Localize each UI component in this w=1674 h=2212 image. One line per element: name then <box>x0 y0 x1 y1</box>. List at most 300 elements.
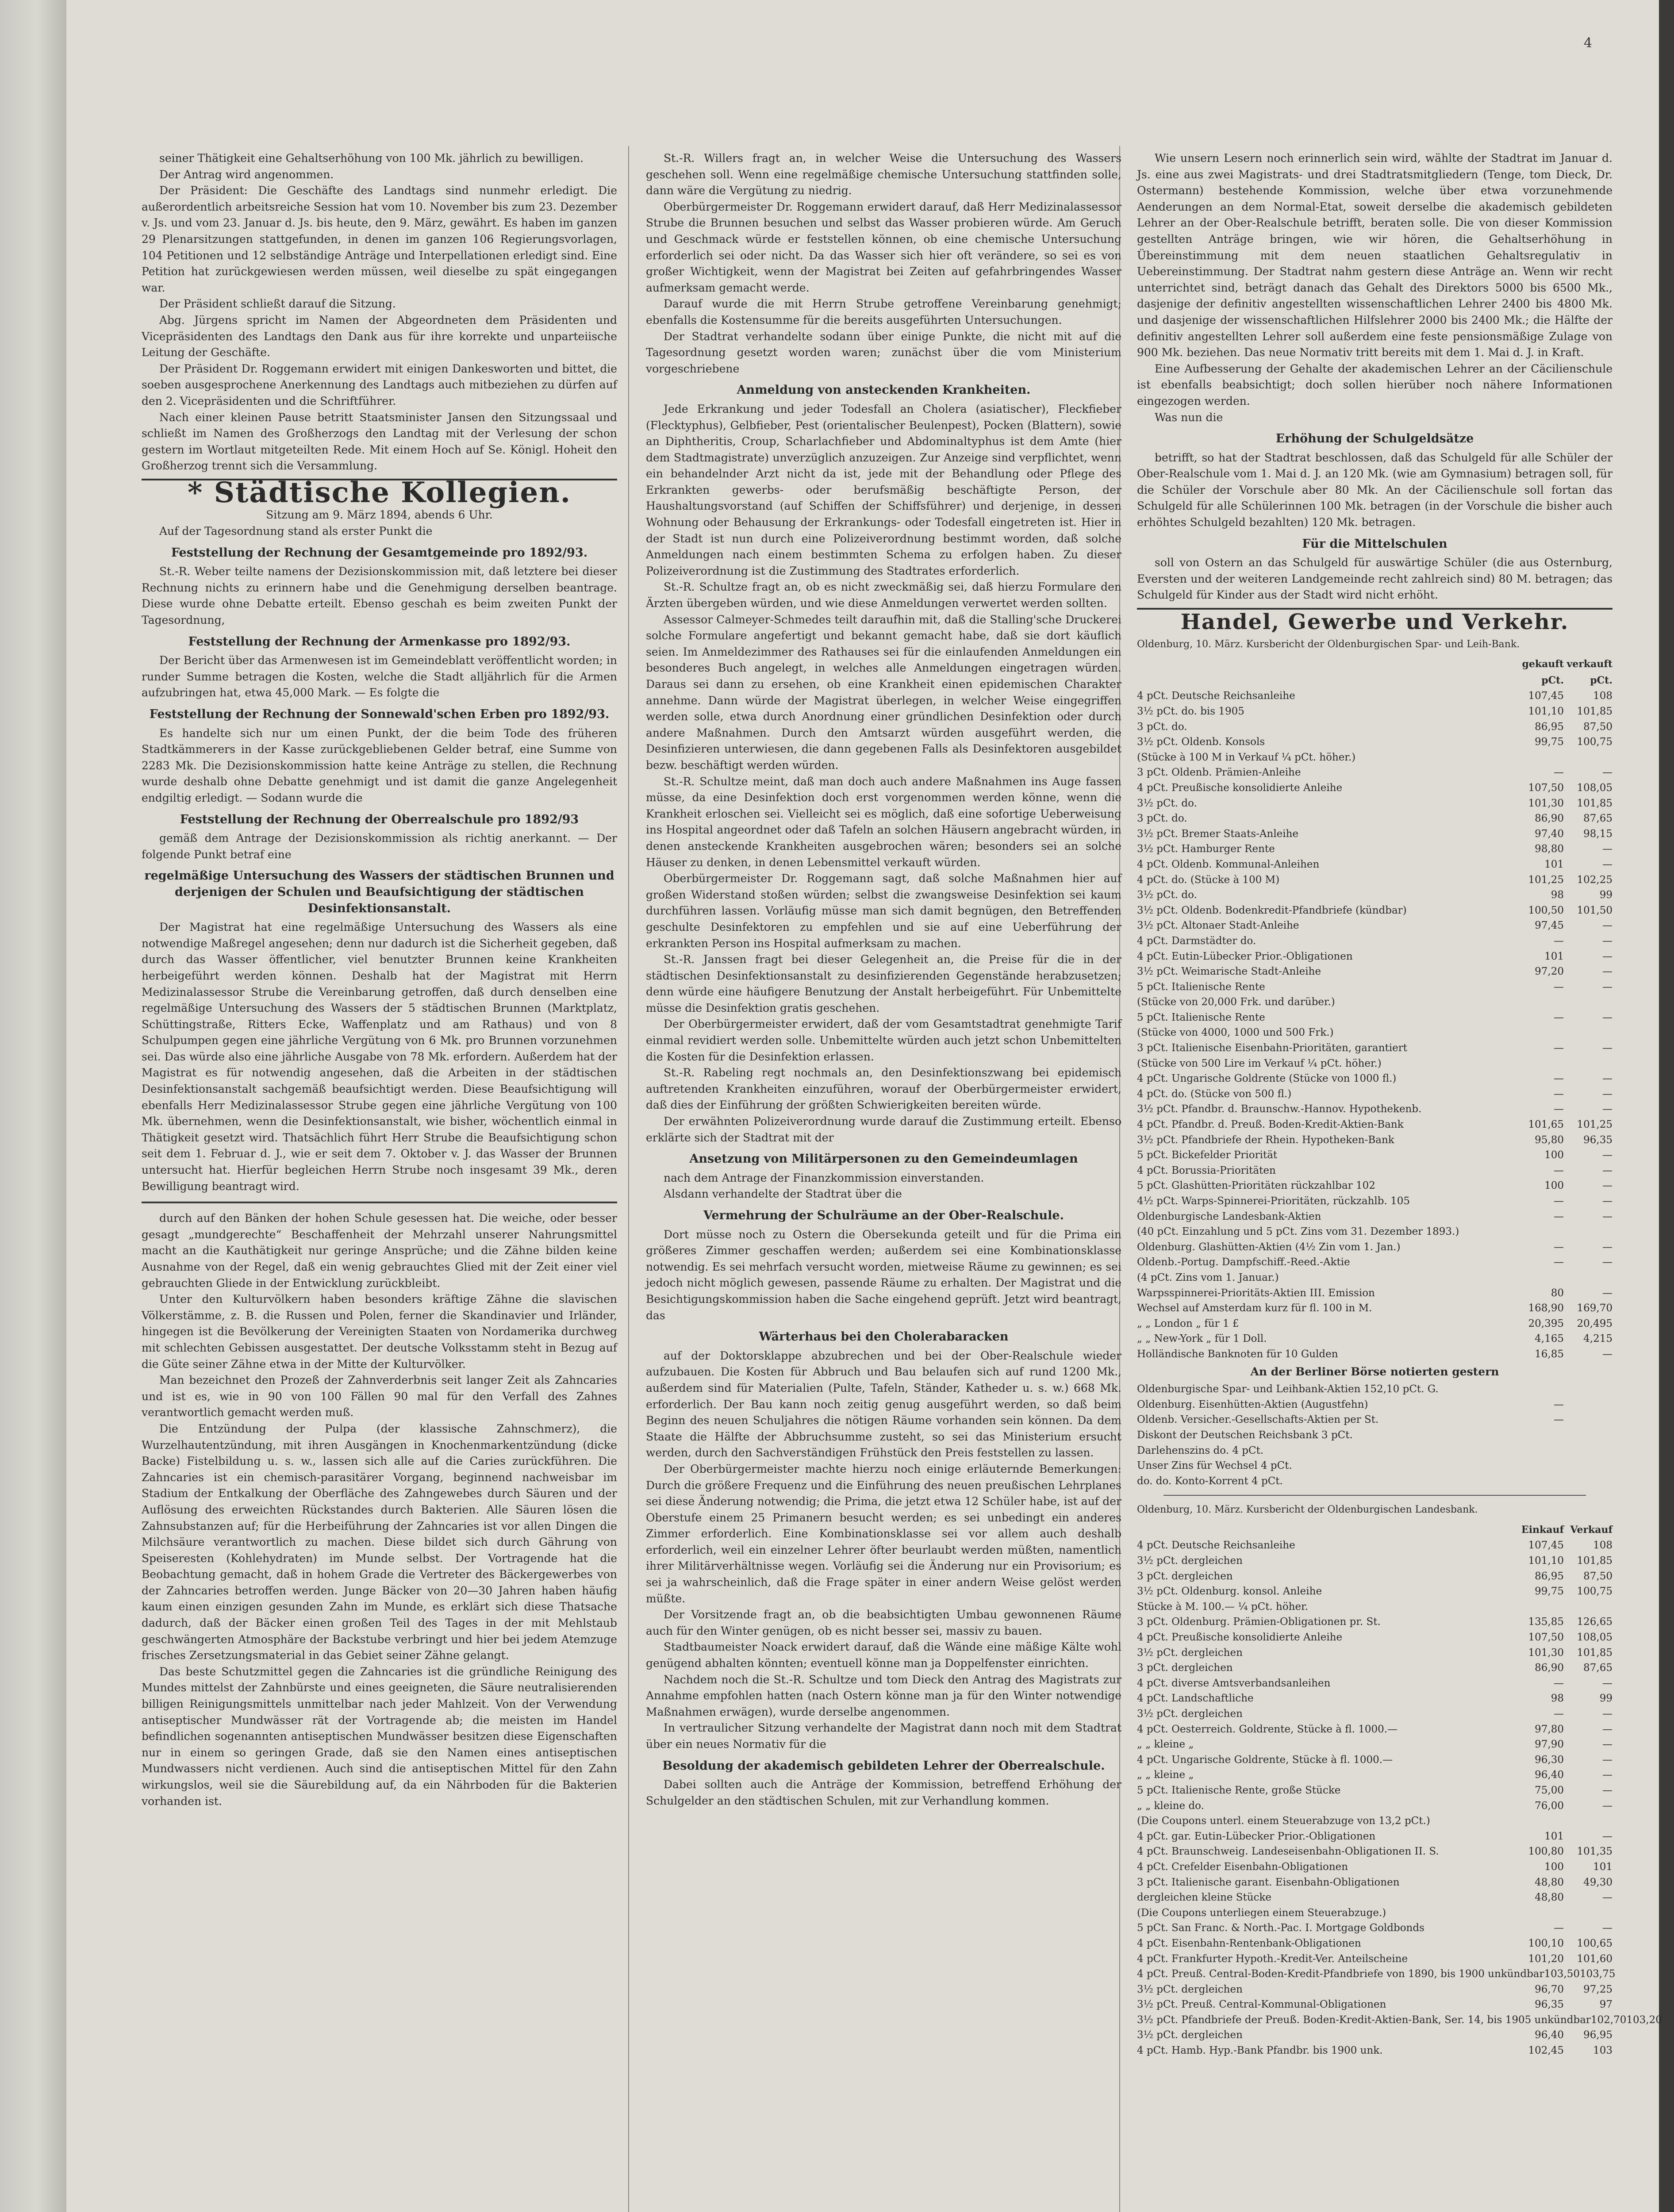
article-paragraph: Oberbürgermeister Dr. Roggemann erwidert darauf, daß Herr Medizinalassessor Strube die Brunnen besuchen und selbst das Wasser probieren würde. Am Geruch und Geschmack würde er feststellen können, ob eine chemische Untersuchung erforderlich sei oder nicht. Da das Wasser sich hier oft verändere, so sei es von großer Wichtigkeit, wenn der Magistrat bei Zeiten auf gefahrbringendes Wasser aufmerksam gemacht werde. <box>646 200 1121 294</box>
price-sell <box>1564 1443 1613 1459</box>
table-row <box>1137 1301 1613 1316</box>
security-name: 4 pCt. do. (Stücke à 100 M) <box>1137 874 1280 886</box>
table-row <box>1137 995 1613 1010</box>
security-name: 3½ pCt. do. <box>1137 889 1197 901</box>
table-row <box>1137 1767 1613 1783</box>
price-sell: — <box>1602 1073 1613 1085</box>
price-sell <box>1564 1382 1613 1397</box>
table-row <box>1137 1148 1613 1163</box>
article-paragraph: St.-R. Janssen fragt bei dieser Gelegenheit an, die Preise für die in der städtischen Desinfektionsanstalt zu desinfizierenden Gegenstände herabzusetzen; denn würde eine häufigere Benutzung der Anstalt herbeigeführt. Für Unbemittelte müsse die Desinfektion gratis geschehen. <box>646 953 1121 1014</box>
price-buy: 96,40 <box>1535 1769 1564 1781</box>
subheading: Anmeldung von ansteckenden Krankheiten. <box>737 383 1031 397</box>
quote-table-berlin <box>1137 1382 1613 1489</box>
table-row <box>1137 1163 1613 1179</box>
table-row <box>1137 780 1613 796</box>
article-paragraph: Der Magistrat hat eine regelmäßige Untersuchung des Wassers als eine notwendige Maßregel angesehen; denn nur dadurch ist die Sicherheit gegeben, daß durch das Wasser öffentlicher, viel benutzter Brunnen keine Krankheiten herbeigeführt werden können. Deshalb hat der Magistrat mit Herrn Medizinalassessor Strube die Vereinbarung getroffen, daß durch denselben eine regelmäßige Untersuchung des Wassers der 5 städtischen Brunnen (Marktplatz, Schüttingstraße, Ritters Ecke, Waffenplatz und am Rathaus) und von 8 Schulpumpen gegen eine jährliche Vergütung von 6 Mk. pro Brunnen vorzunehmen sei. Das würde also eine jährliche Ausgabe von 78 Mk. erfordern. Außerdem hat der Magistrat es für notwendig angesehen, daß die Arbeiten in der städtischen Desinfektionsanstalt sachgemäß beaufsichtigt werden. Diese Beaufsichtigung will ebenfalls Herr Medizinalassessor Strube gegen eine jährliche Vergütung von 100 Mk. übernehmen, wenn die Desinfektionsanstalt, wie bisher, wöchentlich einmal in Thätigkeit gesetzt wird. Thatsächlich führt Herr Strube die Beaufsichtigung schon seit dem 1. Februar d. J., wie er seit dem 7. Oktober v. J. das Wasser der Brunnen untersucht hat. Hierfür begleichen Herrn Strube noch insgesamt 39 Mk., deren Bewilligung beantragt wird. <box>142 921 617 1193</box>
price-sell <box>1564 750 1613 765</box>
table-row <box>1137 1890 1613 1905</box>
price-sell: 108,05 <box>1577 782 1613 794</box>
table-row <box>1137 2028 1613 2043</box>
price-buy: — <box>1554 1042 1564 1054</box>
article-paragraph: Der Stadtrat verhandelte sodann über einige Punkte, die nicht mit auf die Tagesordnung gesetzt worden waren; zunächst über die vom Ministerium vorgeschriebene <box>646 330 1121 375</box>
price-sell: — <box>1602 1708 1613 1720</box>
article-paragraph: Der Präsident schließt darauf die Sitzung. <box>159 297 396 311</box>
article-paragraph: St.-R. Schultze meint, daß man doch auch andere Maßnahmen ins Auge fassen müsse, da eine Desinfektion doch erst vorgenommen werden könne, wenn die Krankheit erloschen sei. Vielleicht sei es möglich, daß eine sofortige Ueberweisung ins Hospital angeordnet oder daß Tafeln an solchen Häusern angebracht würden, in denen ansteckende Krankheiten ausgebrochen wären; besonders sei an solche Häuser zu denken, in denen Lebensmittel verkauft würden. <box>646 775 1121 869</box>
price-sell: — <box>1602 1287 1613 1299</box>
price-buy: 100,50 <box>1528 904 1564 916</box>
security-name: (Stücke von 500 Lire im Verkauf ¼ pCt. höher.) <box>1137 1057 1382 1069</box>
report-title: Oldenburg, 10. März. Kursbericht der Oldenburgischen Spar- und Leih-Bank. <box>1137 638 1520 650</box>
feuilleton-divider <box>142 1202 617 1203</box>
article-paragraph: Jede Erkrankung und jeder Todesfall an Cholera (asiatischer), Fleckfieber (Flecktyphus), Gelbfieber, Pest (orientalischer Beulenpest), Pocken (Blattern), sowie an Diphtheritis, Croup, Scharlachfieber und Abdominaltyphus ist dem Amte (hier dem Stadtmagistrate) unverzüglich anzuzeigen. Zur Anzeige sind verpflichtet, wenn ein behandelnder Arzt nicht da ist, jede mit der Behandlung oder Pflege des Erkrankten gewerbs- oder berufsmäßig beschäftigte Person, der Haushaltungsvorstand (auf Schiffen der Schiffsführer) und derjenige, in dessen Wohnung oder Behausung der Erkrankungs- oder Todesfall eingetreten ist. Hier in der Stadt ist nun durch eine Polizeiverordnung bestimmt worden, daß solche Anmeldungen nach einem bestimmten Schema zu erfolgen haben. Zu dieser Polizeiverordnung ist die Zustimmung des Stadtrates erforderlich. <box>646 402 1121 577</box>
article-paragraph: seiner Thätigkeit eine Gehaltserhöhung von 100 Mk. jährlich zu bewilligen. <box>159 152 584 165</box>
price-sell: — <box>1602 1103 1613 1115</box>
price-sell: 101,85 <box>1577 706 1613 717</box>
table-row <box>1137 1645 1613 1661</box>
security-name: (4 pCt. Zins vom 1. Januar.) <box>1137 1271 1279 1283</box>
security-name: 3½ pCt. Weimarische Stadt-Anleihe <box>1137 966 1321 978</box>
security-name: 4 pCt. Braunschweig. Landeseisenbahn-Obligationen II. S. <box>1137 1846 1439 1858</box>
price-buy: 101,10 <box>1528 1555 1564 1567</box>
security-name: 4 pCt. do. (Stücke von 500 fl.) <box>1137 1088 1292 1100</box>
table-row <box>1137 1798 1613 1814</box>
price-sell: 101,60 <box>1577 1953 1613 1965</box>
price-sell <box>1564 1905 1613 1921</box>
table-row <box>1137 1691 1613 1706</box>
table-row <box>1137 1966 1616 1982</box>
price-sell: 103 <box>1593 2045 1613 2057</box>
table-row <box>1137 750 1613 765</box>
subheading: Wärterhaus bei den Cholerabaracken <box>759 1330 1009 1344</box>
price-buy: 107,50 <box>1528 1632 1564 1644</box>
price-sell: — <box>1602 1088 1613 1100</box>
table-row <box>1137 903 1613 918</box>
security-name: 4 pCt. Ungarische Goldrente, Stücke à fl. 1000.— <box>1137 1754 1393 1766</box>
table-row <box>1137 1630 1613 1645</box>
table-row <box>1137 1920 1613 1936</box>
price-buy: — <box>1554 1195 1564 1207</box>
price-sell <box>1564 995 1613 1010</box>
price-sell: — <box>1602 1011 1613 1023</box>
security-name: 5 pCt. San Franc. & North.-Pac. I. Mortgage Goldbonds <box>1137 1922 1424 1934</box>
security-name: 4 pCt. Darmstädter do. <box>1137 935 1256 947</box>
table-row <box>1137 1194 1613 1209</box>
subheading: Erhöhung der Schulgeldsätze <box>1275 432 1474 446</box>
security-name: 3½ pCt. Oldenburg. konsol. Anleihe <box>1137 1586 1322 1598</box>
price-sell <box>1564 1270 1613 1286</box>
price-buy: 101,10 <box>1528 706 1564 717</box>
security-name: 3½ pCt. dergleichen <box>1137 1983 1243 1995</box>
column-unit: pCt. <box>1590 674 1613 686</box>
price-sell: 87,50 <box>1583 1570 1613 1582</box>
price-buy <box>1515 1443 1564 1459</box>
price-buy <box>1515 1382 1564 1397</box>
security-name: 4 pCt. gar. Eutin-Lübecker Prior.-Obligationen <box>1137 1830 1376 1842</box>
article-paragraph: Nachdem noch die St.-R. Schultze und tom Dieck den Antrag des Magistrats zur Annahme empfohlen hatten (nach Ostern könne man ja für den Winter notwendige Maßnahmen erwägen), wurde derselbe angenommen. <box>646 1673 1121 1718</box>
security-name: Oldenburgische Spar- und Leihbank-Aktien 152,10 pCt. G. <box>1137 1383 1439 1395</box>
price-buy <box>1515 995 1564 1010</box>
price-sell: 101,35 <box>1577 1846 1613 1858</box>
security-name: Darlehenszins do. 4 pCt. <box>1137 1444 1264 1456</box>
price-buy: 100 <box>1544 1861 1564 1873</box>
table-row <box>1137 1599 1613 1615</box>
security-name: Oldenburgische Landesbank-Aktien <box>1137 1210 1321 1222</box>
table-row <box>1137 1829 1613 1844</box>
price-sell: — <box>1602 1892 1613 1904</box>
table-row <box>1137 1209 1613 1225</box>
price-buy: — <box>1554 1073 1564 1085</box>
price-buy: 107,45 <box>1528 690 1564 702</box>
price-buy: 97,90 <box>1535 1739 1564 1751</box>
table-row <box>1137 2043 1613 2058</box>
price-buy: 97,20 <box>1535 966 1564 978</box>
price-buy <box>1515 1270 1564 1286</box>
feuilleton-paragraph: Unter den Kulturvölkern haben besonders kräftige Zähne die slavischen Völkerstämme, z. B. die Russen und Polen, ferner die Skandinavier und Irländer, hingegen ist die Bevölkerung der Vereinigten Staaten von Nordamerika durchweg mit schlechten Gebissen ausgestattet. Der deutsche Volksstamm steht in Bezug auf die Güte seiner Zähne etwa in der Mitte der Kulturvölker. <box>142 1293 617 1371</box>
table-row <box>1137 1316 1613 1332</box>
price-buy: 101,20 <box>1528 1953 1564 1965</box>
price-sell: — <box>1602 935 1613 947</box>
price-buy: 97,45 <box>1535 920 1564 932</box>
table-header <box>1137 656 1613 672</box>
article-paragraph: Der Präsident Dr. Roggemann erwidert mit einigen Dankesworten und bittet, die soeben ausgesprochene Anerkennung des Landtags auch mitbeziehen zu dürfen auf den 2. Vicepräsidenten und die Schriftführer. <box>142 362 617 407</box>
table-row <box>1137 1813 1613 1829</box>
price-buy: 97,40 <box>1535 828 1564 840</box>
price-buy: 86,90 <box>1535 1662 1564 1674</box>
price-sell <box>1564 1397 1613 1413</box>
table-row <box>1137 1722 1613 1737</box>
price-sell: — <box>1602 1769 1613 1781</box>
price-sell: — <box>1602 1830 1613 1842</box>
price-sell: 96,95 <box>1583 2029 1613 2041</box>
price-buy: 101 <box>1544 1830 1564 1842</box>
table-row <box>1137 979 1613 995</box>
security-name: Oldenburg. Glashütten-Aktien (4½ Zin vom 1. Jan.) <box>1137 1241 1401 1253</box>
security-name: 4 pCt. Oldenb. Kommunal-Anleihen <box>1137 858 1320 870</box>
column-3 <box>1137 150 1662 2212</box>
feuilleton-paragraph: Die Entzündung der Pulpa (der klassische Zahnschmerz), die Wurzelhautentzündung, mit ihren Ausgängen in Knochenmarkentzündung (dicke Backe) Fistelbildung u. s. w., lassen sich alle auf die Caries zurückführen. Die Zahncaries ist ein chemisch-parasitärer Vorgang, beginnend nachweisbar im Stadium der Entkalkung der Oberfläche des Zahngewebes durch Säuren und der Auflösung des erweichten Rückstandes durch Bakterien. Alle Säuren lösen die Zahnsubstanzen auf; für die Herbeiführung der Zahncaries ist vor allen Dingen die Milchsäure verantwortlich zu machen. Diese bildet sich durch Gährung von Speiseresten (Kohlehydraten) im Munde selbst. Der Vortragende hat die Beobachtung gemacht, daß in hohem Grade die Vertreter des Bäckergewerbes von der Zahncaries betroffen werden. Junge Bäcker von 20—30 Jahren haben häufig kaum einen einzigen gesunden Zahn im Munde, es erklärt sich diese Thatsache dadurch, daß der Bäcker einen großen Teil des Tages in der mit Mehlstaub geschwängerten Atmosphäre der Backstube verbringt und hier bei jedem Atemzuge frisches Zersetzungsmaterial in das Gebiet seiner Zähne gelangt. <box>142 1422 617 1662</box>
table-row <box>1137 704 1613 719</box>
security-name: 3 pCt. do. <box>1137 813 1187 825</box>
landtag-report <box>142 150 617 474</box>
price-buy: 107,50 <box>1528 782 1564 794</box>
price-sell: — <box>1602 1149 1613 1161</box>
price-sell: — <box>1602 1042 1613 1054</box>
price-buy: — <box>1554 1103 1564 1115</box>
article-paragraph: Es handelte sich nur um einen Punkt, der die beim Tode des früheren Stadtkämmerers in der Kasse zurückgebliebenen Gelder betraf, eine Summe von 2283 Mk. Die Dezisionskommission hatte keine Anträge zu stellen, die Rechnung wurde deshalb ohne Debatte genehmigt und ist damit die ganze Angelegenheit endgiltig erledigt. — Sodann wurde die <box>142 726 617 804</box>
table-row <box>1137 1331 1613 1347</box>
table-row <box>1137 719 1613 735</box>
article-paragraph: Der Antrag wird angenommen. <box>159 168 334 181</box>
price-buy: — <box>1554 1922 1564 1934</box>
price-buy: 16,85 <box>1535 1348 1564 1360</box>
table-row <box>1137 1041 1613 1056</box>
subheading: Besoldung der akademisch gebildeten Lehrer der Oberrealschule. <box>662 1759 1105 1773</box>
security-name: Warpsspinnerei-Prioritäts-Aktien III. Emission <box>1137 1287 1375 1299</box>
price-sell: 103,20 <box>1626 2014 1662 2026</box>
price-buy: — <box>1554 1398 1564 1410</box>
price-buy: 101,65 <box>1528 1119 1564 1131</box>
security-name: 3½ pCt. dergleichen <box>1137 1708 1243 1720</box>
table-row <box>1137 1397 1613 1413</box>
article-paragraph: Wie unsern Lesern noch erinnerlich sein wird, wählte der Stadtrat im Januar d. Js. eine aus zwei Magistrats- und drei Stadtratsmitgliedern (Tenge, tom Dieck, Dr. Ostermann) bestehende Kommission, welche über etwa vorzunehmende Aenderungen an dem Normal-Etat, soweit derselbe die akademisch gebildeten Lehrer an der Ober-Realschule betrifft, beraten solle. Die von dieser Kommission gestellten Anträge bringen, wie wir hören, die Gehaltserhöhung in Übereinstimmung mit dem neuen staatlichen Gehaltsregulativ in Uebereinstimmung. Der Stadtrat nahm gestern diese Anträge an. Wenn wir recht unterrichtet sind, beträgt danach das Gehalt des Direktors 5000 bis 6500 Mk., dasjenige der definitiv angestellten wissenschaftlichen Lehrer 2400 bis 4800 Mk. und dasjenige der wissenschaftlichen Hilfslehrer 2000 bis 2400 Mk.; die Hälfte der definitiv angestellten Lehrer soll außerdem eine feste pensionsmäßige Zulage von 900 Mk. beziehen. Das neue Normativ tritt bereits mit dem 1. Mai d. J. in Kraft. <box>1137 152 1613 359</box>
security-name: 4 pCt. Pfandbr. d. Preuß. Boden-Kredit-Aktien-Bank <box>1137 1119 1404 1131</box>
table-row <box>1137 1844 1613 1859</box>
price-sell: 98,15 <box>1583 828 1613 840</box>
table-row <box>1137 1905 1613 1921</box>
security-name: 3½ pCt. do. <box>1137 797 1197 809</box>
price-buy: 101,30 <box>1528 797 1564 809</box>
price-sell: 101,85 <box>1577 1555 1613 1567</box>
security-name: 3½ pCt. dergleichen <box>1137 2029 1243 2041</box>
section-masthead: Handel, Gewerbe und Verkehr. <box>1137 608 1613 630</box>
table-row <box>1137 688 1613 704</box>
table-row <box>1137 1859 1613 1875</box>
price-buy: — <box>1554 1414 1564 1426</box>
price-buy: 86,95 <box>1535 721 1564 733</box>
table-row <box>1137 1614 1613 1630</box>
price-sell: 169,70 <box>1577 1302 1613 1314</box>
security-name: 3½ pCt. Pfandbr. d. Braunschw.-Hannov. Hypothekenb. <box>1137 1103 1422 1115</box>
security-name: 4 pCt. Preußische konsolidierte Anleihe <box>1137 1632 1343 1644</box>
price-sell: 100,75 <box>1577 1586 1613 1598</box>
article-paragraph: In vertraulicher Sitzung verhandelte der Magistrat dann noch mit dem Stadtrat über ein neues Normativ für die <box>646 1721 1121 1751</box>
article-paragraph: Der Vorsitzende fragt an, ob die beabsichtigten Umbau gewonnenen Räume auch für den Winter genügen, ob es nicht besser sei, massiv zu bauen. <box>646 1608 1121 1637</box>
article-paragraph: Nach einer kleinen Pause betritt Staatsminister Jansen den Sitzungssaal und schließt im Namen des Großherzogs den Landtag mit der Verlesung der schon gestern im Wortlaut mitgeteilten Rede. Mit einem Hoch auf Se. Königl. Hoheit den Großherzog trennt sich die Versammlung. <box>142 411 617 472</box>
price-buy: 96,30 <box>1535 1754 1564 1766</box>
security-name: Wechsel auf Amsterdam kurz für fl. 100 in M. <box>1137 1302 1372 1314</box>
table-row <box>1137 1752 1613 1768</box>
price-buy: 101 <box>1544 950 1564 962</box>
price-buy: 98 <box>1551 1693 1564 1705</box>
security-name: 3 pCt. dergleichen <box>1137 1570 1233 1582</box>
article-paragraph: soll von Ostern an das Schulgeld für auswärtige Schüler (die aus Osternburg, Eversten und der weiteren Landgemeinde recht zahlreich sind) 80 M. betragen; das Schulgeld für Kinder aus der Stadt wird nicht erhöht. <box>1137 556 1613 602</box>
price-buy: — <box>1554 1210 1564 1222</box>
price-buy <box>1515 1474 1564 1489</box>
price-sell: 101,50 <box>1577 904 1613 916</box>
price-sell <box>1564 1474 1613 1489</box>
subheading: Feststellung der Rechnung der Oberrealschule pro 1892/93 <box>180 812 579 826</box>
price-buy: 96,35 <box>1535 1999 1564 2011</box>
table-row <box>1137 918 1613 933</box>
table-row <box>1137 1382 1613 1397</box>
table-row <box>1137 1347 1613 1362</box>
price-sell: — <box>1602 1723 1613 1735</box>
table-row <box>1137 1133 1613 1148</box>
article-paragraph: gemäß dem Antrage der Dezisionskommission als richtig anerkannt. — Der folgende Punkt betraf eine <box>142 832 617 861</box>
price-buy: — <box>1554 1011 1564 1023</box>
price-buy: 96,40 <box>1535 2029 1564 2041</box>
column-1 <box>142 150 617 2212</box>
book-binding <box>0 0 66 2212</box>
security-name: dergleichen kleine Stücke <box>1137 1892 1272 1904</box>
price-sell: — <box>1602 920 1613 932</box>
article-paragraph: St.-R. Schultze fragt an, ob es nicht zweckmäßig sei, daß hierzu Formulare den Ärzten übergeben würden, und wie diese Anmeldungen verwertet werden sollten. <box>646 580 1121 610</box>
feuilleton-paragraph: Man bezeichnet den Prozeß der Zahnverderbnis seit langer Zeit als Zahncaries und ist es, wie in 90 von 100 Fällen 90 mal für den Verfall des Zahnes verantwortlich gemacht werden muß. <box>142 1374 617 1419</box>
table-row <box>1137 1025 1613 1041</box>
price-buy: 86,90 <box>1535 813 1564 825</box>
price-buy: 20,395 <box>1528 1317 1564 1329</box>
feuilleton <box>142 1210 617 1809</box>
security-name: 4 pCt. Ungarische Goldrente (Stücke von 1000 fl.) <box>1137 1073 1397 1085</box>
table-row <box>1137 933 1613 949</box>
table-row <box>1137 857 1613 872</box>
security-name: Diskont der Deutschen Reichsbank 3 pCt. <box>1137 1429 1353 1441</box>
price-sell <box>1564 1224 1613 1240</box>
column-rule-left <box>628 146 629 2212</box>
report-title: An der Berliner Börse notierten gestern <box>1250 1365 1499 1378</box>
table-row <box>1137 1240 1613 1255</box>
price-buy: 80 <box>1551 1287 1564 1299</box>
price-sell: 101 <box>1593 1861 1613 1873</box>
price-buy: — <box>1554 1677 1564 1689</box>
price-buy: 100,80 <box>1528 1846 1564 1858</box>
table-row <box>1137 1584 1613 1599</box>
price-buy: 135,85 <box>1528 1616 1564 1628</box>
security-name: 4 pCt. Crefelder Eisenbahn-Obligationen <box>1137 1861 1348 1873</box>
price-buy: 48,80 <box>1535 1892 1564 1904</box>
price-sell: 99 <box>1599 889 1613 901</box>
security-name: 4 pCt. Landschaftliche <box>1137 1693 1254 1705</box>
security-name: 3 pCt. do. <box>1137 721 1187 733</box>
price-buy <box>1515 1224 1564 1240</box>
article-paragraph: Was nun die <box>1155 411 1223 424</box>
price-sell: — <box>1602 1739 1613 1751</box>
article-paragraph: St.-R. Weber teilte namens der Dezisionskommission mit, daß letztere bei dieser Rechnung nichts zu erinnern habe und die Genehmigung derselben beantrage. Diese wurde ohne Debatte erteilt. Ebenso geschah es beim zweiten Punkt der Tagesordnung, <box>142 565 617 627</box>
price-sell: 4,215 <box>1583 1333 1613 1345</box>
price-sell: — <box>1602 1180 1613 1192</box>
article-paragraph: Der Bericht über das Armenwesen ist im Gemeindeblatt veröffentlicht worden; in runder Summe betragen die Kosten, welche die Stadt alljährlich für die Armen aufzubringen hat, etwa 45,000 Mark. — Es folgte die <box>142 654 617 699</box>
table-row <box>1137 1997 1613 2012</box>
table-row <box>1137 1951 1613 1967</box>
table-row <box>1137 1178 1613 1194</box>
security-name: 4 pCt. Eisenbahn-Rentenbank-Obligationen <box>1137 1937 1361 1949</box>
security-name: (Stücke à 100 M in Verkauf ¼ pCt. höher.) <box>1137 751 1356 763</box>
price-buy: 102,70 <box>1590 2014 1627 2026</box>
price-sell: 101,25 <box>1577 1119 1613 1131</box>
article-paragraph: Der erwähnten Polizeiverordnung wurde darauf die Zustimmung erteilt. Ebenso erklärte sich der Stadtrat mit der <box>646 1115 1121 1144</box>
security-name: Oldenb. Versicher.-Gesellschafts-Aktien per St. <box>1137 1414 1379 1426</box>
price-sell <box>1564 1813 1613 1829</box>
feuilleton-paragraph: Das beste Schutzmittel gegen die Zahncaries ist die gründliche Reinigung des Mundes mittelst der Zahnbürste und eines geeigneten, die Säure neutralisierenden billigen Reinigungsmittels unmittelbar nach jeder Mahlzeit. Von der Verwendung antiseptischer Mundwässer rät der Vortragende ab; die meisten im Handel befindlichen sogenannten antiseptischen Mundwässer besitzen diese Eigenschaften nur in einem so geringen Grade, daß sie den Namen eines antiseptischen Mundwassers nicht verdienen. Auch sind die antiseptischen Mittel für den Zahn wirkungslos, weil sie die Säurebildung auf, da ein Nährboden für die Bakterien vorhanden ist. <box>142 1665 617 1808</box>
security-name: 4 pCt. Frankfurter Hypoth.-Kredit-Ver. Anteilscheine <box>1137 1953 1408 1965</box>
price-sell: 108 <box>1593 1540 1613 1551</box>
security-name: 3 pCt. Oldenb. Prämien-Anleihe <box>1137 767 1301 779</box>
price-buy: — <box>1554 767 1564 779</box>
table-row <box>1137 1737 1613 1752</box>
table-row <box>1137 1458 1613 1474</box>
security-name: „ „ kleine „ <box>1137 1769 1194 1781</box>
security-name: (Die Coupons unterl. einem Steuerabzuge von 13,2 pCt.) <box>1137 1815 1430 1827</box>
table-row <box>1137 811 1613 826</box>
security-name: 5 pCt. Italienische Rente <box>1137 1011 1265 1023</box>
table-row <box>1137 964 1613 979</box>
price-buy <box>1515 1056 1564 1071</box>
price-buy: 101,25 <box>1528 874 1564 886</box>
section-masthead: * Städtische Kollegien. <box>142 479 617 501</box>
price-buy: — <box>1554 1256 1564 1268</box>
price-buy: 98 <box>1551 889 1564 901</box>
quote-table-spar-leihbank <box>1137 688 1613 1362</box>
security-name: (Die Coupons unterliegen einem Steuerabzuge.) <box>1137 1907 1386 1919</box>
price-buy <box>1515 1428 1564 1443</box>
article-paragraph: Eine Aufbesserung der Gehalte der akademischen Lehrer an der Cäcilienschule ist ebenfalls beabsichtigt; doch sollen hierüber noch nähere Informationen eingezogen werden. <box>1137 362 1613 407</box>
price-buy: 101,30 <box>1528 1647 1564 1659</box>
security-name: Stücke à M. 100.— ¼ pCt. höher. <box>1137 1601 1308 1613</box>
table-row <box>1137 1538 1613 1553</box>
table-row <box>1137 1783 1613 1798</box>
subheading: Feststellung der Rechnung der Armenkasse pro 1892/93. <box>188 634 571 649</box>
article-paragraph: Alsdann verhandelte der Stadtrat über die <box>664 1187 902 1201</box>
security-name: (Stücke von 4000, 1000 und 500 Frk.) <box>1137 1027 1334 1039</box>
security-name: 5 pCt. Glashütten-Prioritäten rückzahlbar 102 <box>1137 1180 1375 1192</box>
table-row <box>1137 1087 1613 1102</box>
table-row <box>1137 1270 1613 1286</box>
price-sell: — <box>1602 981 1613 993</box>
price-sell: 96,35 <box>1583 1134 1613 1146</box>
security-name: 3 pCt. Italienische Eisenbahn-Prioritäten, garantiert <box>1137 1042 1407 1054</box>
price-buy: — <box>1554 981 1564 993</box>
price-buy <box>1515 1905 1564 1921</box>
article-paragraph: nach dem Antrage der Finanzkommission einverstanden. <box>664 1171 984 1184</box>
security-name: 3½ pCt. do. bis 1905 <box>1137 706 1244 717</box>
price-sell: — <box>1602 950 1613 962</box>
subheading: Feststellung der Rechnung der Sonnewald'schen Erben pro 1892/93. <box>149 707 610 721</box>
table-row <box>1137 949 1613 964</box>
table-row <box>1137 1102 1613 1117</box>
price-sell: — <box>1602 1922 1613 1934</box>
session-line: Sitzung am 9. März 1894, abends 6 Uhr. <box>266 508 493 522</box>
table-header <box>1137 1522 1613 1538</box>
article-paragraph: St.-R. Willers fragt an, in welcher Weise die Untersuchung des Wassers geschehen soll. Wenn eine regelmäßige chemische Untersuchung stattfinden solle, dann wäre die Vergütung zu niedrig. <box>646 152 1121 197</box>
price-sell <box>1564 1458 1613 1474</box>
security-name: „ „ kleine „ <box>1137 1739 1194 1751</box>
price-buy <box>1515 1599 1564 1615</box>
price-buy: — <box>1554 1708 1564 1720</box>
security-name: 5 pCt. Italienische Rente <box>1137 981 1265 993</box>
feuilleton-paragraph: durch auf den Bänken der hohen Schule gesessen hat. Die weiche, oder besser gesagt „mundgerechte“ Beschaffenheit der Mehrzahl unserer Nahrungsmittel macht an die Kauthätigkeit nur geringe Ansprüche; und die Zähne bilden keine Ausnahme von der Regel, daß ein wenig gebrauchtes Glied mit der Zeit einer viel gebrauchten Gliede in der Entwicklung zurückbleibt. <box>142 1212 617 1290</box>
table-row <box>1137 841 1613 857</box>
price-buy: 99,75 <box>1535 736 1564 748</box>
price-sell: 99 <box>1599 1693 1613 1705</box>
price-buy: 98,80 <box>1535 843 1564 855</box>
price-sell: — <box>1602 1195 1613 1207</box>
table-row <box>1137 1286 1613 1301</box>
article-paragraph: Auf der Tagesordnung stand als erster Punkt die <box>159 525 433 538</box>
article-paragraph: Assessor Calmeyer-Schmedes teilt daraufhin mit, daß die Stalling'sche Druckerei solche Formulare angefertigt und bekannt gemacht habe, daß sie dort käuflich seien. Im Anmeldezimmer des Rathauses sei für die einlaufenden Anmeldungen ein besonderes Buch angelegt, in welches alle Anmeldungen eingetragen würden. Daraus sei dann zu ersehen, ob eine Krankheit einen epidemischen Charakter annehme. Dann würde der Magistrat überlegen, in welcher Weise eingegriffen werden solle, etwa durch Anordnung einer gründlichen Desinfektion oder durch andere Maßnahmen. Durch den Amtsarzt würden ausgeführt werden, die Desinfizieren unterwiesen, die dann gegebenen Falls als Desinfektoren ausgebildet bezw. beschäftigt werden würden. <box>646 613 1121 772</box>
security-name: 5 pCt. Bickefelder Priorität <box>1137 1149 1278 1161</box>
security-name: (40 pCt. Einzahlung und 5 pCt. Zins vom 31. Dezember 1893.) <box>1137 1226 1459 1238</box>
subheading: Vermehrung der Schulräume an der Ober-Realschule. <box>703 1209 1064 1222</box>
table-row <box>1137 734 1613 750</box>
price-sell: — <box>1602 1800 1613 1812</box>
price-sell: — <box>1602 1241 1613 1253</box>
table-row <box>1137 796 1613 811</box>
security-name: 4 pCt. Deutsche Reichsanleihe <box>1137 690 1295 702</box>
price-sell <box>1564 1428 1613 1443</box>
price-buy: 48,80 <box>1535 1876 1564 1888</box>
table-row <box>1137 1982 1613 1997</box>
security-name: 4 pCt. Eutin-Lübecker Prior.-Obligationen <box>1137 950 1353 962</box>
table-row <box>1137 1443 1613 1459</box>
security-name: 4 pCt. Deutsche Reichsanleihe <box>1137 1540 1295 1551</box>
price-sell: — <box>1602 767 1613 779</box>
price-buy <box>1515 750 1564 765</box>
page-number: 4 <box>1584 35 1593 51</box>
table-row <box>1137 1117 1613 1133</box>
price-sell: — <box>1602 966 1613 978</box>
table-row <box>1137 2012 1662 2028</box>
price-buy <box>1515 1458 1564 1474</box>
